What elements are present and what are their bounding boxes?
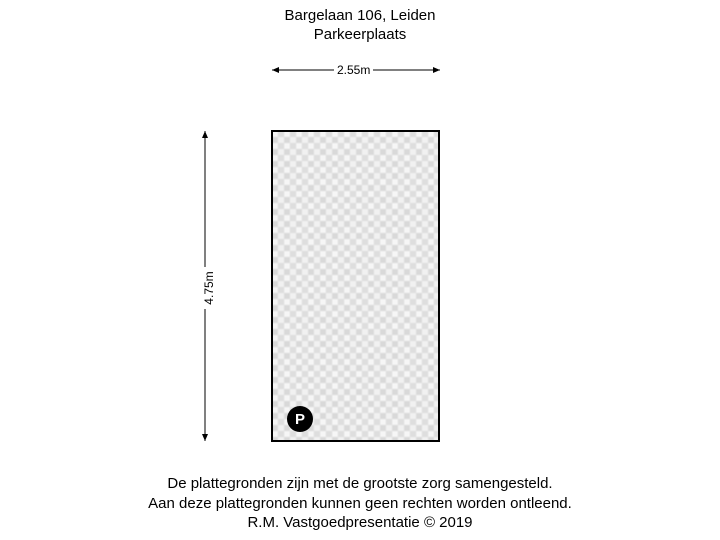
height-label: 4.75m	[202, 267, 216, 309]
copyright-line: R.M. Vastgoedpresentatie © 2019	[247, 514, 473, 531]
parking-symbol: P	[294, 410, 305, 428]
width-label: 2.55m	[334, 63, 373, 77]
room-title: Parkeerplaats	[313, 26, 407, 43]
parking-icon	[287, 406, 313, 432]
address-title: Bargelaan 106, Leiden	[284, 7, 436, 24]
disclaimer-line-2: Aan deze plattegronden kunnen geen rechten worden ontleend.	[148, 495, 572, 512]
disclaimer-line-1: De plattegronden zijn met de grootste zorg samengesteld.	[167, 475, 553, 492]
parking-space	[272, 131, 439, 441]
